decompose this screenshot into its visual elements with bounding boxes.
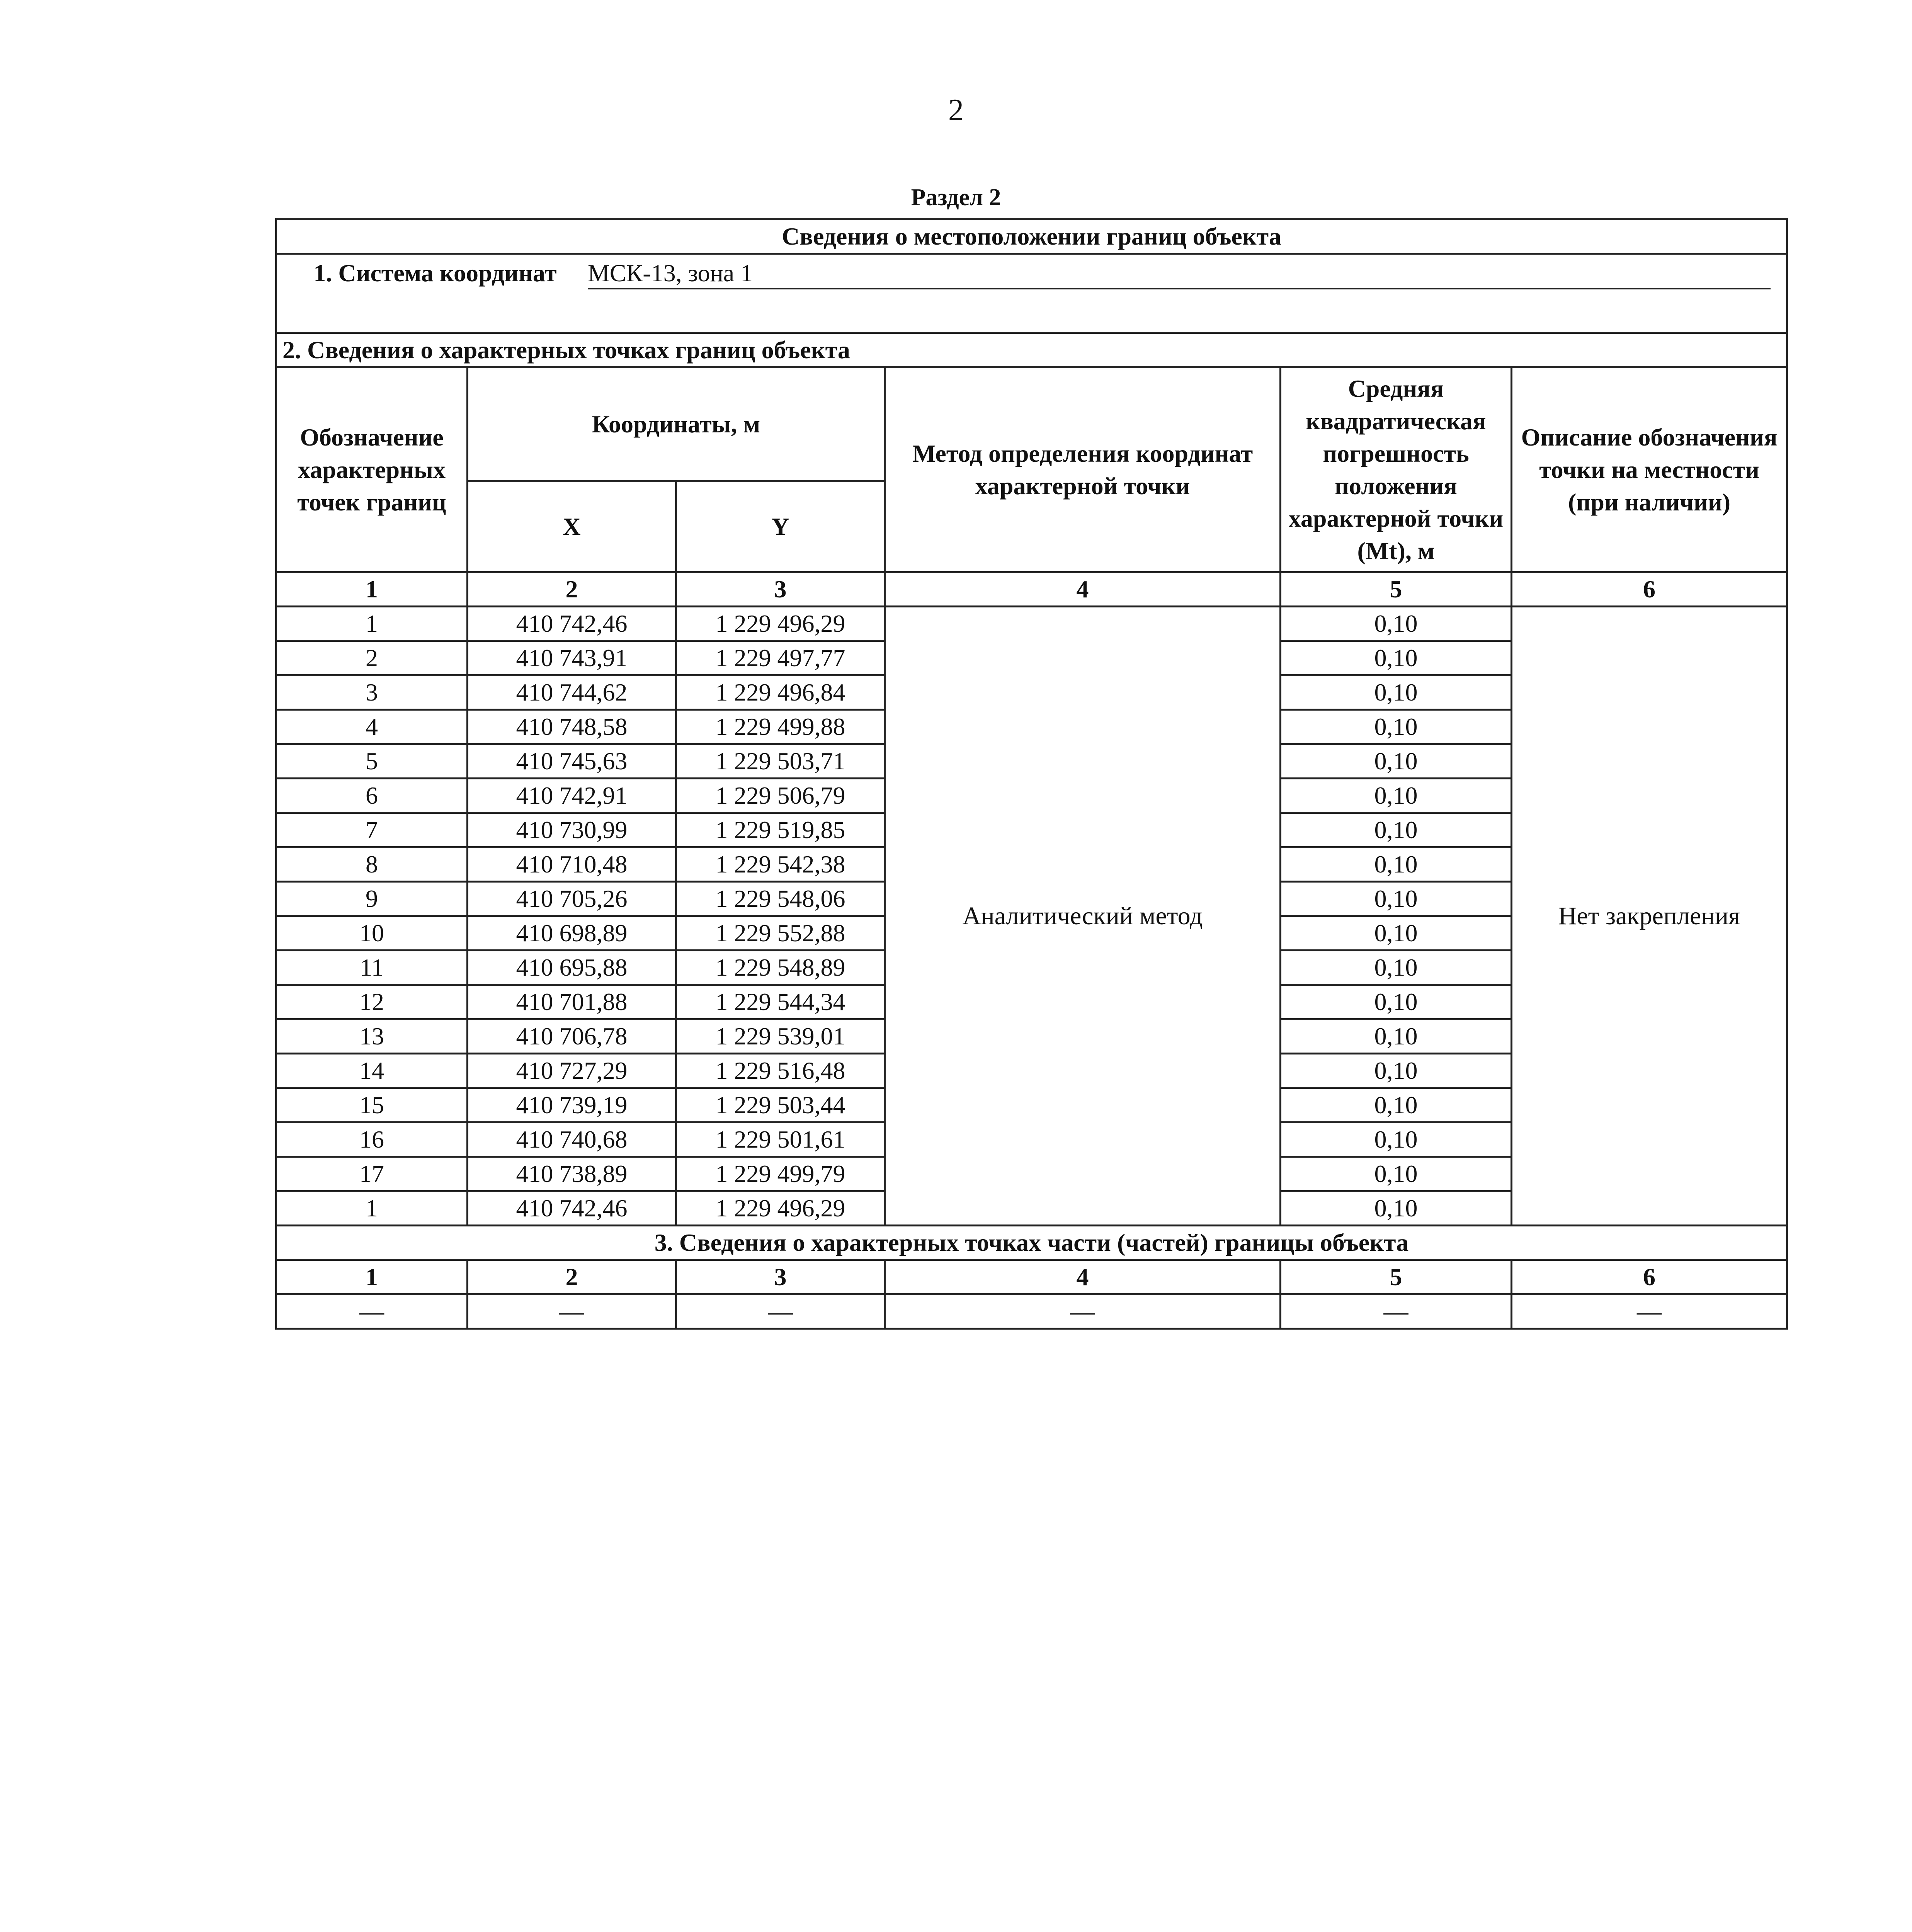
point-error: 0,10 — [1281, 1191, 1512, 1226]
point-number: 4 — [276, 710, 468, 744]
points-section-title: 2. Сведения о характерных точках границ объекта — [276, 333, 1787, 367]
point-error: 0,10 — [1281, 744, 1512, 779]
point-x: 410 705,26 — [468, 882, 676, 916]
point-x: 410 742,46 — [468, 607, 676, 641]
header-method: Метод определения координат характерной точки — [885, 367, 1281, 572]
parts-column-number: 5 — [1281, 1260, 1512, 1294]
point-y: 1 229 544,34 — [676, 985, 885, 1019]
parts-cell: — — [1512, 1294, 1787, 1329]
parts-section-title: 3. Сведения о характерных точках части (частей) границы объекта — [276, 1226, 1787, 1260]
point-x: 410 745,63 — [468, 744, 676, 779]
parts-column-number: 1 — [276, 1260, 468, 1294]
page-number: 2 — [948, 93, 964, 127]
point-number: 5 — [276, 744, 468, 779]
parts-row — [276, 1294, 1787, 1329]
column-number: 5 — [1281, 572, 1512, 607]
point-error: 0,10 — [1281, 882, 1512, 916]
point-y: 1 229 503,71 — [676, 744, 885, 779]
point-error: 0,10 — [1281, 1157, 1512, 1191]
point-number: 14 — [276, 1054, 468, 1088]
table-row — [276, 607, 1787, 641]
point-number: 7 — [276, 813, 468, 847]
point-y: 1 229 516,48 — [676, 1054, 885, 1088]
point-number: 10 — [276, 916, 468, 951]
description-value: Нет закрепления — [1512, 607, 1787, 1226]
point-x: 410 695,88 — [468, 951, 676, 985]
point-x: 410 738,89 — [468, 1157, 676, 1191]
point-y: 1 229 503,44 — [676, 1088, 885, 1122]
point-y: 1 229 501,61 — [676, 1122, 885, 1157]
point-error: 0,10 — [1281, 779, 1512, 813]
parts-cell: — — [885, 1294, 1281, 1329]
point-number: 11 — [276, 951, 468, 985]
point-number: 8 — [276, 847, 468, 882]
parts-column-number: 4 — [885, 1260, 1281, 1294]
point-y: 1 229 548,06 — [676, 882, 885, 916]
column-number: 2 — [468, 572, 676, 607]
parts-cell: — — [1281, 1294, 1512, 1329]
point-error: 0,10 — [1281, 710, 1512, 744]
point-number: 17 — [276, 1157, 468, 1191]
point-y: 1 229 497,77 — [676, 641, 885, 675]
coord-system-label: 1. Система координат — [313, 259, 557, 287]
point-number: 12 — [276, 985, 468, 1019]
point-number: 16 — [276, 1122, 468, 1157]
point-x: 410 727,29 — [468, 1054, 676, 1088]
point-number: 6 — [276, 779, 468, 813]
point-y: 1 229 496,29 — [676, 607, 885, 641]
point-y: 1 229 542,38 — [676, 847, 885, 882]
point-y: 1 229 519,85 — [676, 813, 885, 847]
point-y: 1 229 496,84 — [676, 675, 885, 710]
column-numbers-row — [276, 572, 1787, 607]
point-x: 410 742,46 — [468, 1191, 676, 1226]
point-x: 410 742,91 — [468, 779, 676, 813]
point-error: 0,10 — [1281, 675, 1512, 710]
point-y: 1 229 552,88 — [676, 916, 885, 951]
header-description: Описание обозначения точки на местности (при наличии) — [1512, 367, 1787, 572]
point-x: 410 706,78 — [468, 1019, 676, 1054]
point-number: 13 — [276, 1019, 468, 1054]
point-x: 410 698,89 — [468, 916, 676, 951]
header-error: Средняя квадратическая погрешность положения характерной точки (Mt), м — [1281, 367, 1512, 572]
point-number: 2 — [276, 641, 468, 675]
point-x: 410 748,58 — [468, 710, 676, 744]
point-error: 0,10 — [1281, 985, 1512, 1019]
header-point-designation: Обозначение характерных точек границ — [276, 367, 468, 572]
point-y: 1 229 499,79 — [676, 1157, 885, 1191]
parts-cell: — — [468, 1294, 676, 1329]
column-number: 3 — [676, 572, 885, 607]
point-number: 1 — [276, 1191, 468, 1226]
point-x: 410 744,62 — [468, 675, 676, 710]
point-error: 0,10 — [1281, 1019, 1512, 1054]
column-number: 4 — [885, 572, 1281, 607]
point-x: 410 701,88 — [468, 985, 676, 1019]
point-number: 9 — [276, 882, 468, 916]
point-y: 1 229 539,01 — [676, 1019, 885, 1054]
point-y: 1 229 548,89 — [676, 951, 885, 985]
parts-cell: — — [676, 1294, 885, 1329]
header-y: Y — [676, 481, 885, 572]
column-number: 1 — [276, 572, 468, 607]
point-x: 410 730,99 — [468, 813, 676, 847]
parts-column-number: 3 — [676, 1260, 885, 1294]
point-number: 1 — [276, 607, 468, 641]
point-x: 410 743,91 — [468, 641, 676, 675]
point-error: 0,10 — [1281, 1088, 1512, 1122]
coord-system-value: МСК-13, зона 1 — [588, 257, 1771, 289]
parts-column-number: 6 — [1512, 1260, 1787, 1294]
point-y: 1 229 496,29 — [676, 1191, 885, 1226]
point-y: 1 229 506,79 — [676, 779, 885, 813]
header-x: X — [468, 481, 676, 572]
point-x: 410 740,68 — [468, 1122, 676, 1157]
point-y: 1 229 499,88 — [676, 710, 885, 744]
section-title: Раздел 2 — [911, 184, 1001, 211]
parts-column-numbers-row — [276, 1260, 1787, 1294]
point-error: 0,10 — [1281, 847, 1512, 882]
point-error: 0,10 — [1281, 813, 1512, 847]
point-x: 410 710,48 — [468, 847, 676, 882]
point-error: 0,10 — [1281, 1122, 1512, 1157]
point-error: 0,10 — [1281, 1054, 1512, 1088]
boundary-table — [275, 218, 1788, 1330]
column-number: 6 — [1512, 572, 1787, 607]
coord-system-cell — [276, 254, 1787, 333]
point-error: 0,10 — [1281, 951, 1512, 985]
parts-column-number: 2 — [468, 1260, 676, 1294]
point-error: 0,10 — [1281, 916, 1512, 951]
point-x: 410 739,19 — [468, 1088, 676, 1122]
point-number: 3 — [276, 675, 468, 710]
point-error: 0,10 — [1281, 641, 1512, 675]
point-error: 0,10 — [1281, 607, 1512, 641]
method-value: Аналитический метод — [885, 607, 1281, 1226]
header-coordinates: Координаты, м — [468, 367, 885, 481]
point-number: 15 — [276, 1088, 468, 1122]
table-title: Сведения о местоположении границ объекта — [276, 219, 1787, 254]
parts-cell: — — [276, 1294, 468, 1329]
